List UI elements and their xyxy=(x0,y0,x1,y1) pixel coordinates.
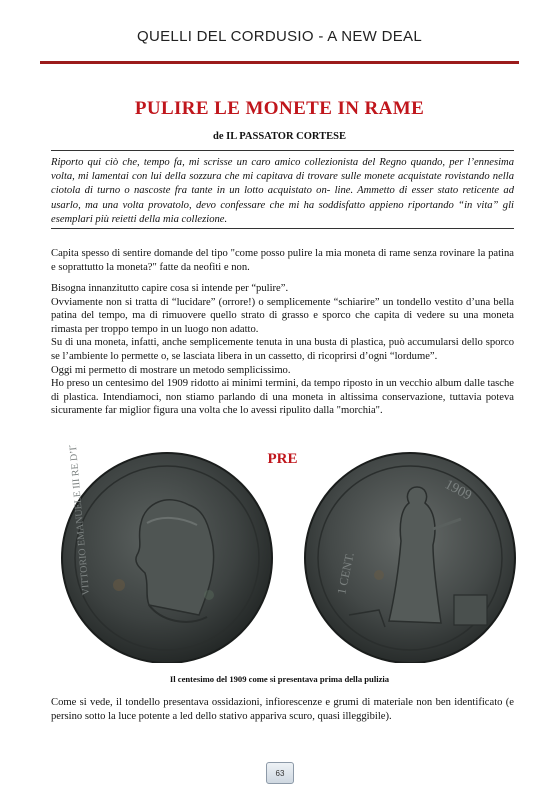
figure-pre-label: PRE xyxy=(267,451,298,467)
page-number: 63 xyxy=(275,768,285,778)
intro-divider-bottom xyxy=(51,228,514,229)
body-paragraph-observation xyxy=(51,696,514,723)
page-number-badge xyxy=(266,762,294,784)
body-section-method xyxy=(51,282,514,418)
paragraph: Come si vede, il tondello presentava ossidazioni, infiorescenze e grumi di materiale non ben identificato (e persino sotto la luce potente a led dello stativo appariva scuro, quasi illeggibile). xyxy=(51,697,514,722)
figure-caption: Il centesimo del 1909 come si presentava prima della pulizia xyxy=(169,674,390,684)
header-rule xyxy=(40,61,519,64)
paragraph: Su di una moneta, infatti, anche semplicemente tenuta in una busta di plastica, può accumularsi dello sporco se l’ambiente lo permette o, se lasciata libera in un cassetto, di ricoprirsi d’ogni “lordume”. xyxy=(51,337,514,362)
article-byline: de IL PASSATOR CORTESE xyxy=(213,131,346,142)
body-paragraph-question xyxy=(51,247,514,274)
intro-paragraph: Riporto qui ciò che, tempo fa, mi scrisse un caro amico collezionista del Regno quando, per l’ennesima volta, mi lamentai con lui della sozzura che mi capitava di trovare sulle monete acquistate rovistando nella ciotola di turno o nascoste fra tante in un lotto acquistato on- line. Ammetto di esser stato reticente ad usarlo, ma una volta provatolo, devo confessare che mi ha soddisfatto appieno riportando “in vita” gli esemplari più reietti della mia collezione. xyxy=(51,157,514,225)
paragraph: Ho preso un centesimo del 1909 ridotto ai minimi termini, da tempo riposto in un vecchio album dalle tasche di plastica. Intendiamoci, non stiamo parlando di una moneta in altissima conservazione, tuttavia poteva sicuramente far miglior figura una volta che lo avessi ripulito dalla "morchia". xyxy=(51,378,514,417)
coin-photo xyxy=(49,445,516,663)
coin-obverse-legend: VITTORIO EMANUELE III RE D’ITALIA xyxy=(65,445,92,596)
coin-photo-figure xyxy=(49,445,516,663)
coin-obverse xyxy=(62,445,272,663)
coin-reverse xyxy=(305,453,515,663)
running-header: QUELLI DEL CORDUSIO - A NEW DEAL xyxy=(137,28,422,45)
paragraph: Oggi mi permetto di mostrare un metodo semplicissimo. xyxy=(51,364,291,376)
paragraph: Capita spesso di sentire domande del tipo "come posso pulire la mia moneta di rame senza rovinare la patina e soprattutto la moneta?" fatte da neofiti e non. xyxy=(51,248,514,273)
article-title: PULIRE LE MONETE IN RAME xyxy=(134,98,425,119)
paragraph: Ovviamente non si tratta di “lucidare” (orrore!) o semplicemente “schiarire” un tondello vestito d’una bella patina del tempo, ma di rimuovere quello strato di grasso e sporco che capita di vedere su una moneta rimasta per troppo tempo in un luogo non adatto. xyxy=(51,296,514,335)
paragraph: Bisogna innanzitutto capire cosa si intende per “pulire”. xyxy=(51,283,289,294)
intro-divider-top xyxy=(51,150,514,151)
coin-reverse-value: 1 CENT. xyxy=(334,551,357,596)
coin-reverse-year: 1909 xyxy=(442,477,474,504)
